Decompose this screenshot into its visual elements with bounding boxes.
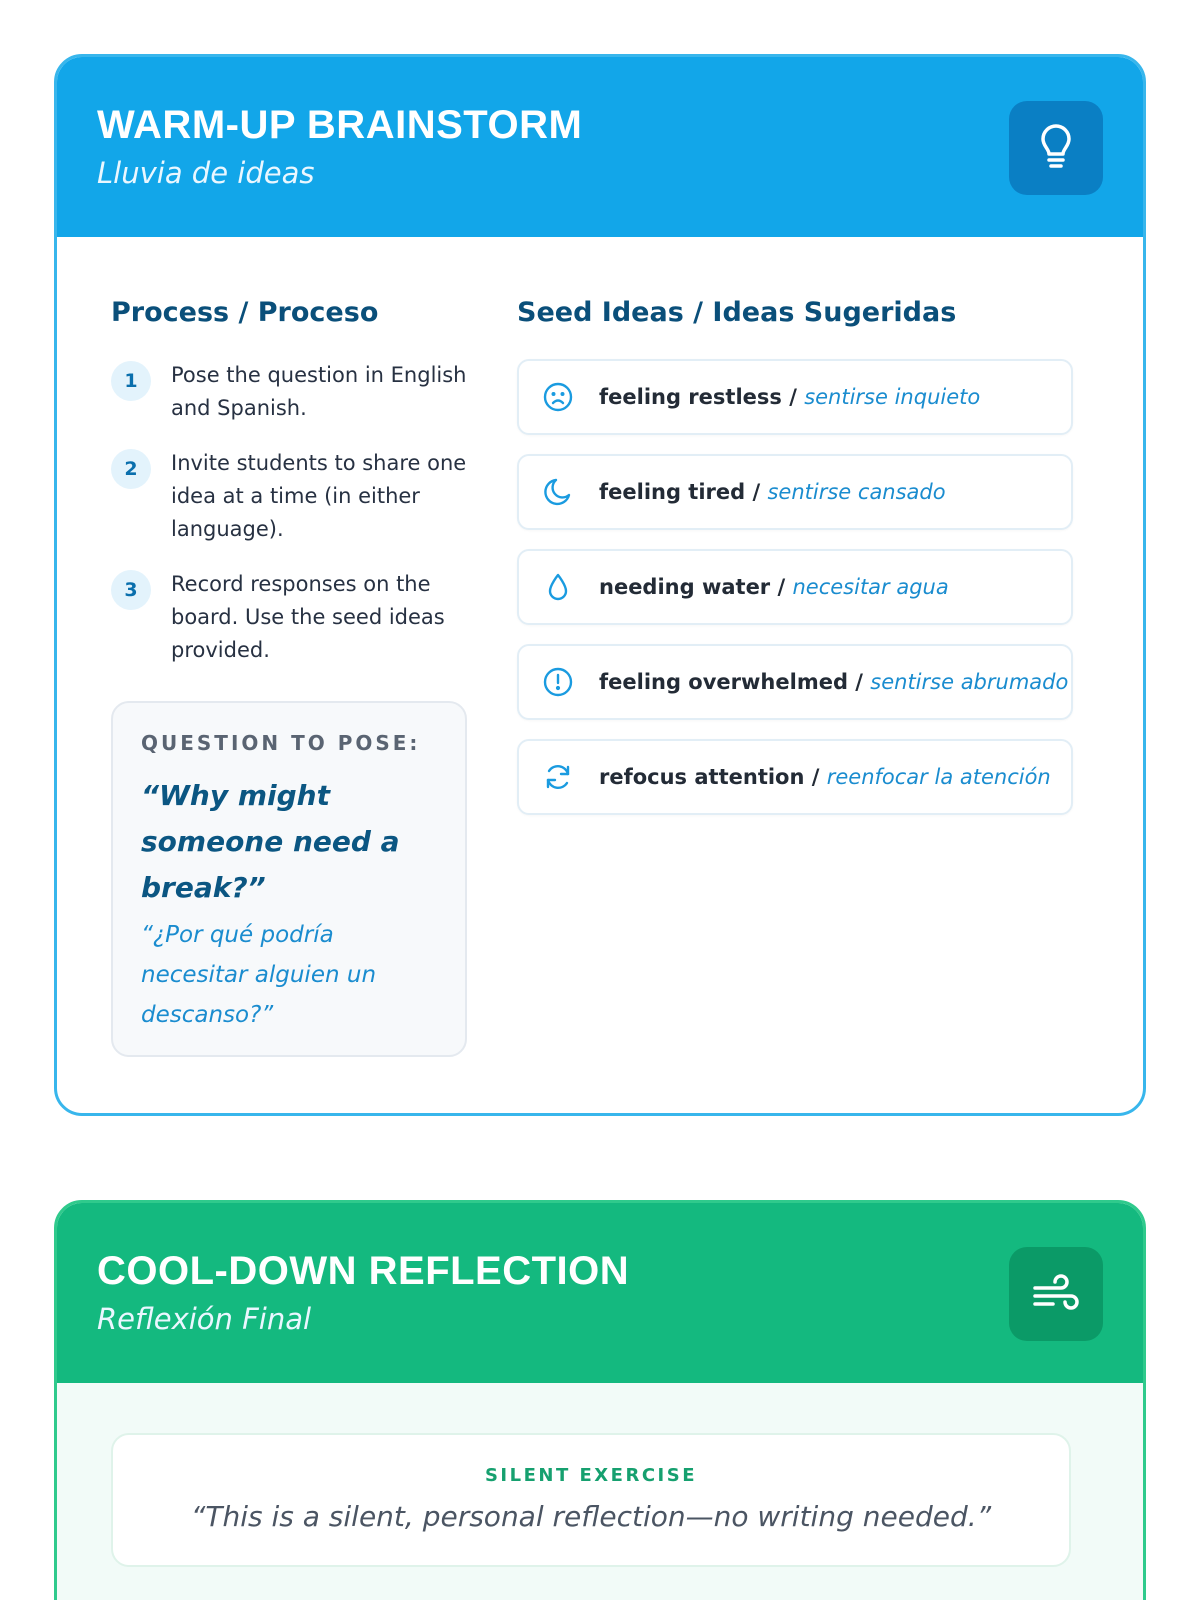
process-step (111, 568, 471, 667)
cooldown-card (54, 1200, 1146, 1600)
process-step (111, 447, 471, 546)
seed-english: feeling overwhelmed (599, 670, 848, 694)
step-text: Invite students to share one idea at a time (in either language). (171, 451, 467, 541)
process-step (111, 359, 471, 425)
seed-spanish: necesitar agua (792, 575, 949, 599)
seed-idea-item: feeling overwhelmed / sentirse abrumado (517, 644, 1073, 720)
process-steps (111, 359, 471, 689)
cooldown-header (57, 1203, 1143, 1383)
refresh-icon (541, 760, 575, 794)
warmup-header (57, 57, 1143, 237)
seed-ideas-list (517, 359, 1073, 834)
question-spanish: “¿Por qué podría necesitar alguien un descanso?” (141, 922, 377, 1028)
step-number: 3 (111, 570, 151, 610)
cooldown-title: COOL-DOWN REFLECTION (97, 1249, 630, 1293)
alert-circle-icon (541, 665, 575, 699)
warmup-subtitle: Lluvia de ideas (97, 156, 315, 190)
seed-english: feeling restless (599, 385, 782, 409)
seed-english: needing water (599, 575, 771, 599)
process-title: Process / Proceso (111, 297, 379, 328)
seed-idea-item: refocus attention / reenfocar la atención (517, 739, 1073, 815)
lightbulb-icon (1009, 101, 1103, 195)
warmup-card (54, 54, 1146, 1116)
step-text: Record responses on the board. Use the seed ideas provided. (171, 572, 445, 662)
silent-exercise-box (111, 1433, 1071, 1567)
step-number: 2 (111, 449, 151, 489)
question-english: “Why might someone need a break?” (141, 779, 400, 904)
silent-exercise-label: SILENT EXERCISE (484, 1465, 698, 1486)
seed-spanish: reenfocar la atención (826, 765, 1051, 789)
step-text: Pose the question in English and Spanish. (171, 363, 467, 420)
seed-spanish: sentirse abrumado (870, 670, 1069, 694)
seed-spanish: sentirse inquieto (804, 385, 981, 409)
seed-idea-item: feeling tired / sentirse cansado (517, 454, 1073, 530)
droplet-icon (541, 570, 575, 604)
seed-ideas-title: Seed Ideas / Ideas Sugeridas (517, 297, 957, 328)
seed-spanish: sentirse cansado (767, 480, 946, 504)
seed-english: feeling tired (599, 480, 746, 504)
warmup-title: WARM-UP BRAINSTORM (97, 103, 583, 147)
question-box (111, 701, 467, 1057)
seed-idea-item: needing water / necesitar agua (517, 549, 1073, 625)
step-number: 1 (111, 361, 151, 401)
silent-exercise-quote: “This is a silent, personal reflection—no writing needed.” (190, 1500, 992, 1533)
moon-icon (541, 475, 575, 509)
wind-icon (1009, 1247, 1103, 1341)
cooldown-subtitle: Reflexión Final (97, 1302, 312, 1336)
seed-idea-item: feeling restless / sentirse inquieto (517, 359, 1073, 435)
frown-icon (541, 380, 575, 414)
seed-english: refocus attention (599, 765, 805, 789)
question-label: QUESTION TO POSE: (141, 731, 421, 755)
